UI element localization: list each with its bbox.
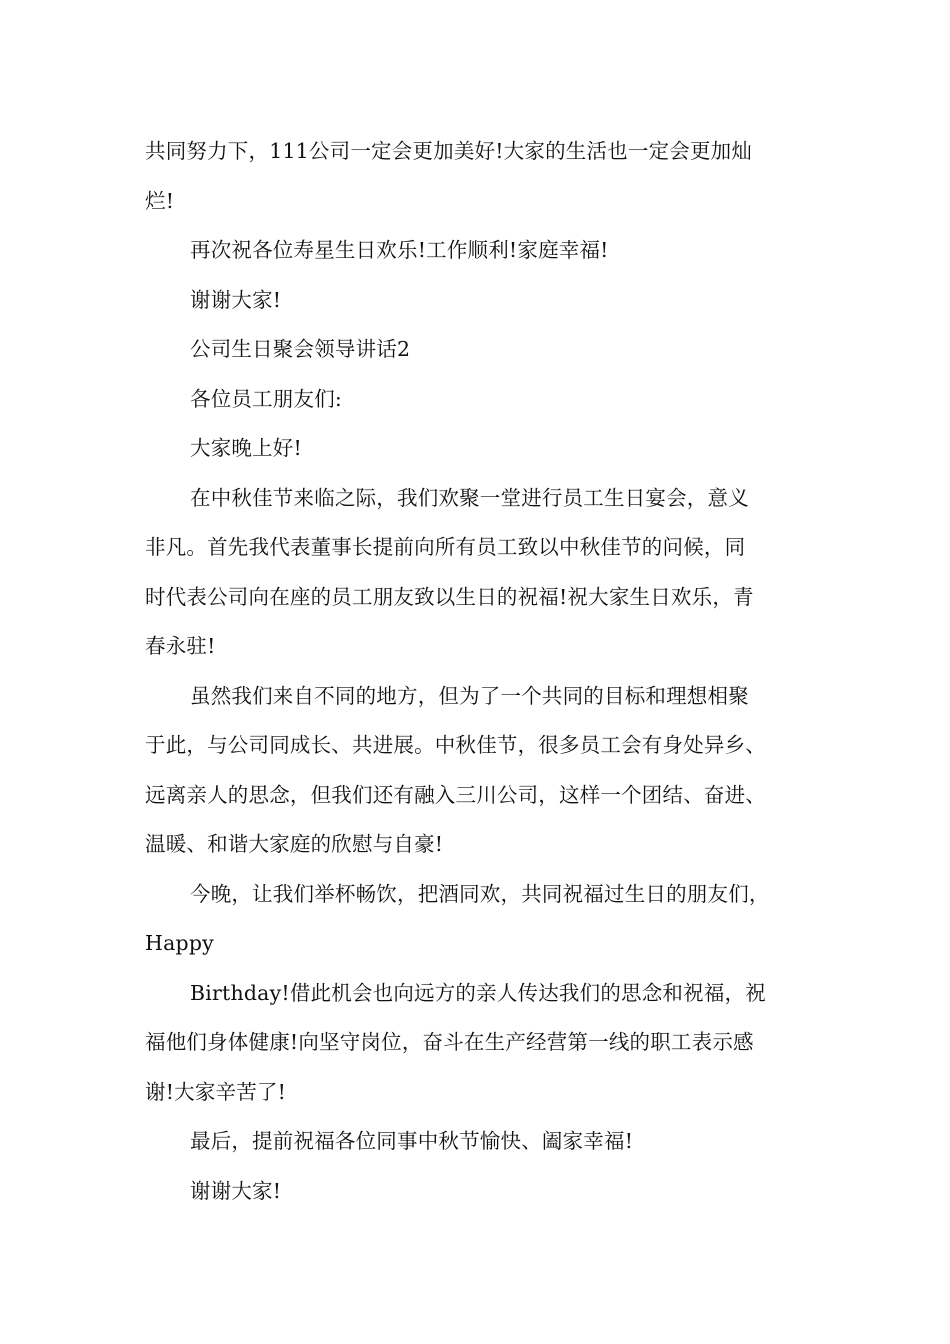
salutation: 各位员工朋友们: xyxy=(190,386,343,411)
text-line: 共同努力下，111公司一定会更加美好!大家的生活也一定会更加灿 xyxy=(145,139,753,163)
text-line: 福他们身体健康!向坚守岗位，奋斗在生产经营第一线的职工表示感 xyxy=(145,1030,754,1054)
section-title: 公司生日聚会领导讲话2 xyxy=(190,337,411,361)
text-line: 于此，与公司同成长、共进展。中秋佳节，很多员工会有身处异乡、 xyxy=(145,733,766,757)
text-line: 谢谢大家! xyxy=(190,287,282,312)
greeting: 大家晚上好! xyxy=(190,436,302,460)
text-line: 最后，提前祝福各位同事中秋节愉快、阖家幸福! xyxy=(190,1129,634,1153)
text-line: 在中秋佳节来临之际，我们欢聚一堂进行员工生日宴会，意义 xyxy=(190,485,749,510)
text-line: 时代表公司向在座的员工朋友致以生日的祝福!祝大家生日欢乐，青 xyxy=(145,584,754,609)
text-line: 烂! xyxy=(145,188,175,213)
text-line: Happy xyxy=(145,931,214,955)
text-line: 远离亲人的思念，但我们还有融入三川公司，这样一个团结、奋进、 xyxy=(145,782,766,807)
text-line: 温暖、和谐大家庭的欣慰与自豪! xyxy=(145,832,444,856)
text-line: 今晚，让我们举杯畅饮，把酒同欢，共同祝福过生日的朋友们， xyxy=(190,881,770,906)
text-line: Birthday!借此机会也向远方的亲人传达我们的思念和祝福，祝 xyxy=(190,980,766,1005)
text-line: 再次祝各位寿星生日欢乐!工作顺利!家庭幸福! xyxy=(190,238,609,262)
document-body xyxy=(145,127,815,1216)
text-line: 春永驻! xyxy=(145,634,216,658)
text-line: 谢!大家辛苦了! xyxy=(145,1079,287,1104)
text-line: 虽然我们来自不同的地方，但为了一个共同的目标和理想相聚 xyxy=(190,683,749,708)
text-line: 非凡。首先我代表董事长提前向所有员工致以中秋佳节的问候，同 xyxy=(145,535,746,559)
closing-line: 谢谢大家! xyxy=(190,1178,282,1203)
